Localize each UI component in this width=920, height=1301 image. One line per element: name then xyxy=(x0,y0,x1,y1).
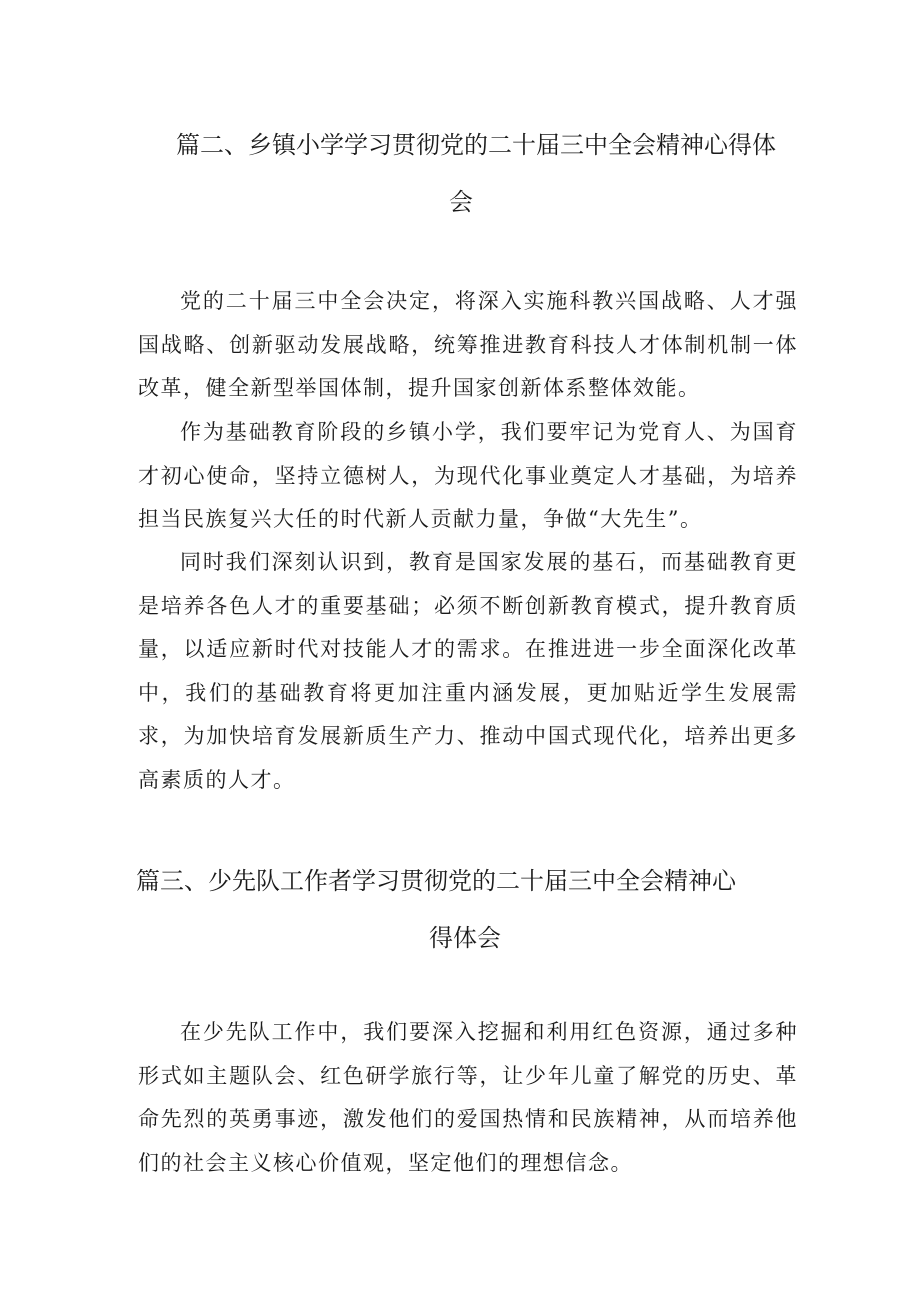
section-2-paragraph-2: 作为基础教育阶段的乡镇小学，我们要牢记为党育人、为国育才初心使命，坚持立德树人，为现代化事业奠定人才基础，为培养担当民族复兴大任的时代新人贡献力量，争做“大先生”。 xyxy=(138,420,798,531)
section-3-title-line1: 篇三、少先队工作者学习贯彻党的二十届三中全会精神心 xyxy=(136,867,736,895)
section-2-title-line1: 篇二、乡镇小学学习贯彻党的二十届三中全会精神心得体 xyxy=(176,131,776,159)
section-3-title-line2: 得体会 xyxy=(429,924,501,952)
section-2-title-line2: 会 xyxy=(449,188,473,216)
section-3-paragraph-1: 在少先队工作中，我们要深入挖掘和利用红色资源，通过多种形式如主题队会、红色研学旅行等，让少年儿童了解党的历史、革命先烈的英勇事迹，激发他们的爱国热情和民族精神，从而培养他们的社会主义核心价值观，坚定他们的理想信念。 xyxy=(138,1020,798,1175)
section-2-paragraph-3: 同时我们深刻认识到，教育是国家发展的基石，而基础教育更是培养各色人才的重要基础；必须不断创新教育模式，提升教育质量，以适应新时代对技能人才的需求。在推进进一步全面深化改革中，我们的基础教育将更加注重内涵发展，更加贴近学生发展需求，为加快培育发展新质生产力、推动中国式现代化，培养出更多高素质的人才。 xyxy=(138,550,798,792)
section-2-paragraph-1: 党的二十届三中全会决定，将深入实施科教兴国战略、人才强国战略、创新驱动发展战略，统筹推进教育科技人才体制机制一体改革，健全新型举国体制，提升国家创新体系整体效能。 xyxy=(138,289,798,400)
